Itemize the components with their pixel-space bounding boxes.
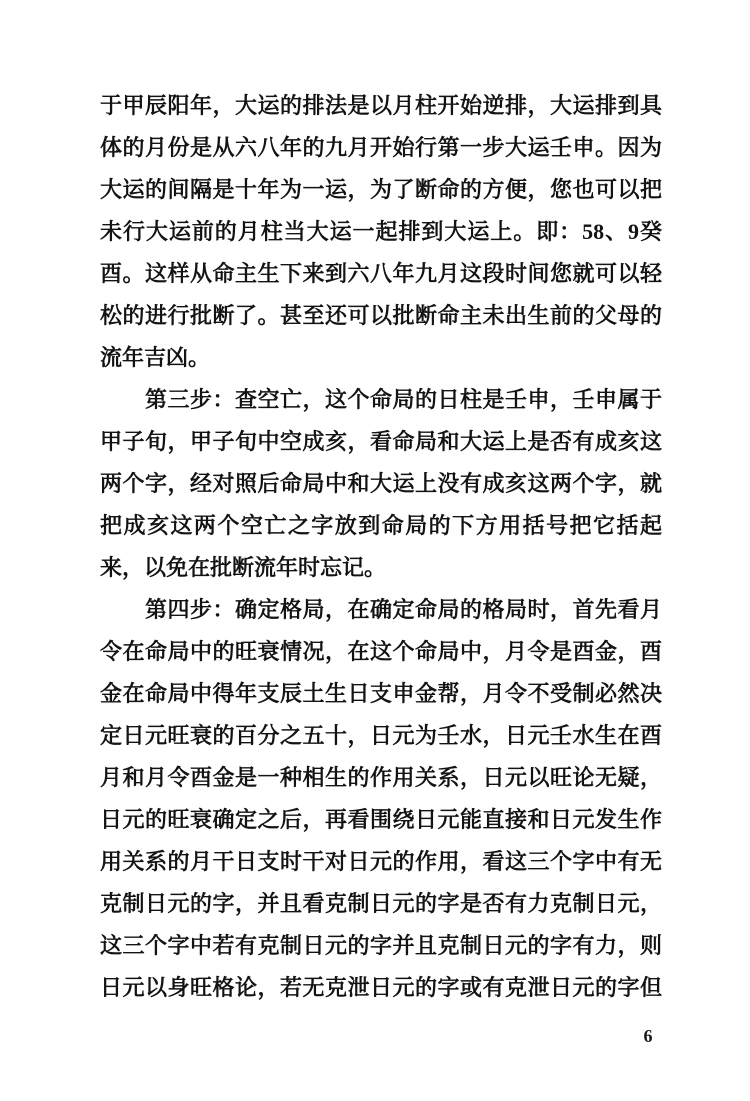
- text-line: 金在命局中得年支辰土生日支申金帮，月令不受制必然决: [100, 681, 662, 706]
- text-line: 第四步：确定格局，在确定命局的格局时，首先看月: [145, 597, 662, 622]
- page-number: 6: [643, 1026, 653, 1046]
- text-line: 第三步：查空亡，这个命局的日柱是壬申，壬申属于: [145, 387, 662, 412]
- text-line: 未行大运前的月柱当大运一起排到大运上。即：58、9癸: [100, 219, 662, 244]
- text-line: 定日元旺衰的百分之五十，日元为壬水，日元壬水生在酉: [100, 723, 662, 748]
- body-text: [100, 85, 662, 1009]
- text-line: 日元的旺衰确定之后，再看围绕日元能直接和日元发生作: [100, 807, 662, 832]
- text-line: 把成亥这两个空亡之字放到命局的下方用括号把它括起: [100, 513, 662, 538]
- text-line: 月和月令酉金是一种相生的作用关系，日元以旺论无疑，: [100, 765, 662, 790]
- text-line: 令在命局中的旺衰情况，在这个命局中，月令是酉金，酉: [100, 639, 662, 664]
- text-line: 克制日元的字，并且看克制日元的字是否有力克制日元，: [100, 891, 662, 916]
- text-line: 两个字，经对照后命局中和大运上没有成亥这两个字，就: [100, 471, 662, 496]
- text-line: 这三个字中若有克制日元的字并且克制日元的字有力，则: [100, 933, 662, 958]
- text-line: 流年吉凶。: [100, 345, 211, 370]
- text-line: 日元以身旺格论，若无克泄日元的字或有克泄日元的字但: [100, 975, 662, 1000]
- text-line: 体的月份是从六八年的九月开始行第一步大运壬申。因为: [100, 135, 662, 160]
- text-line: 甲子旬，甲子旬中空成亥，看命局和大运上是否有成亥这: [100, 429, 662, 454]
- text-line: 于甲辰阳年，大运的排法是以月柱开始逆排，大运排到具: [100, 93, 662, 118]
- text-line: 用关系的月干日支时干对日元的作用，看这三个字中有无: [100, 849, 662, 874]
- text-line: 大运的间隔是十年为一运，为了断命的方便，您也可以把: [100, 177, 662, 202]
- text-line: 酉。这样从命主生下来到六八年九月这段时间您就可以轻: [100, 261, 662, 286]
- text-line: 来，以免在批断流年时忘记。: [100, 555, 387, 580]
- text-line: 松的进行批断了。甚至还可以批断命主未出生前的父母的: [100, 303, 662, 328]
